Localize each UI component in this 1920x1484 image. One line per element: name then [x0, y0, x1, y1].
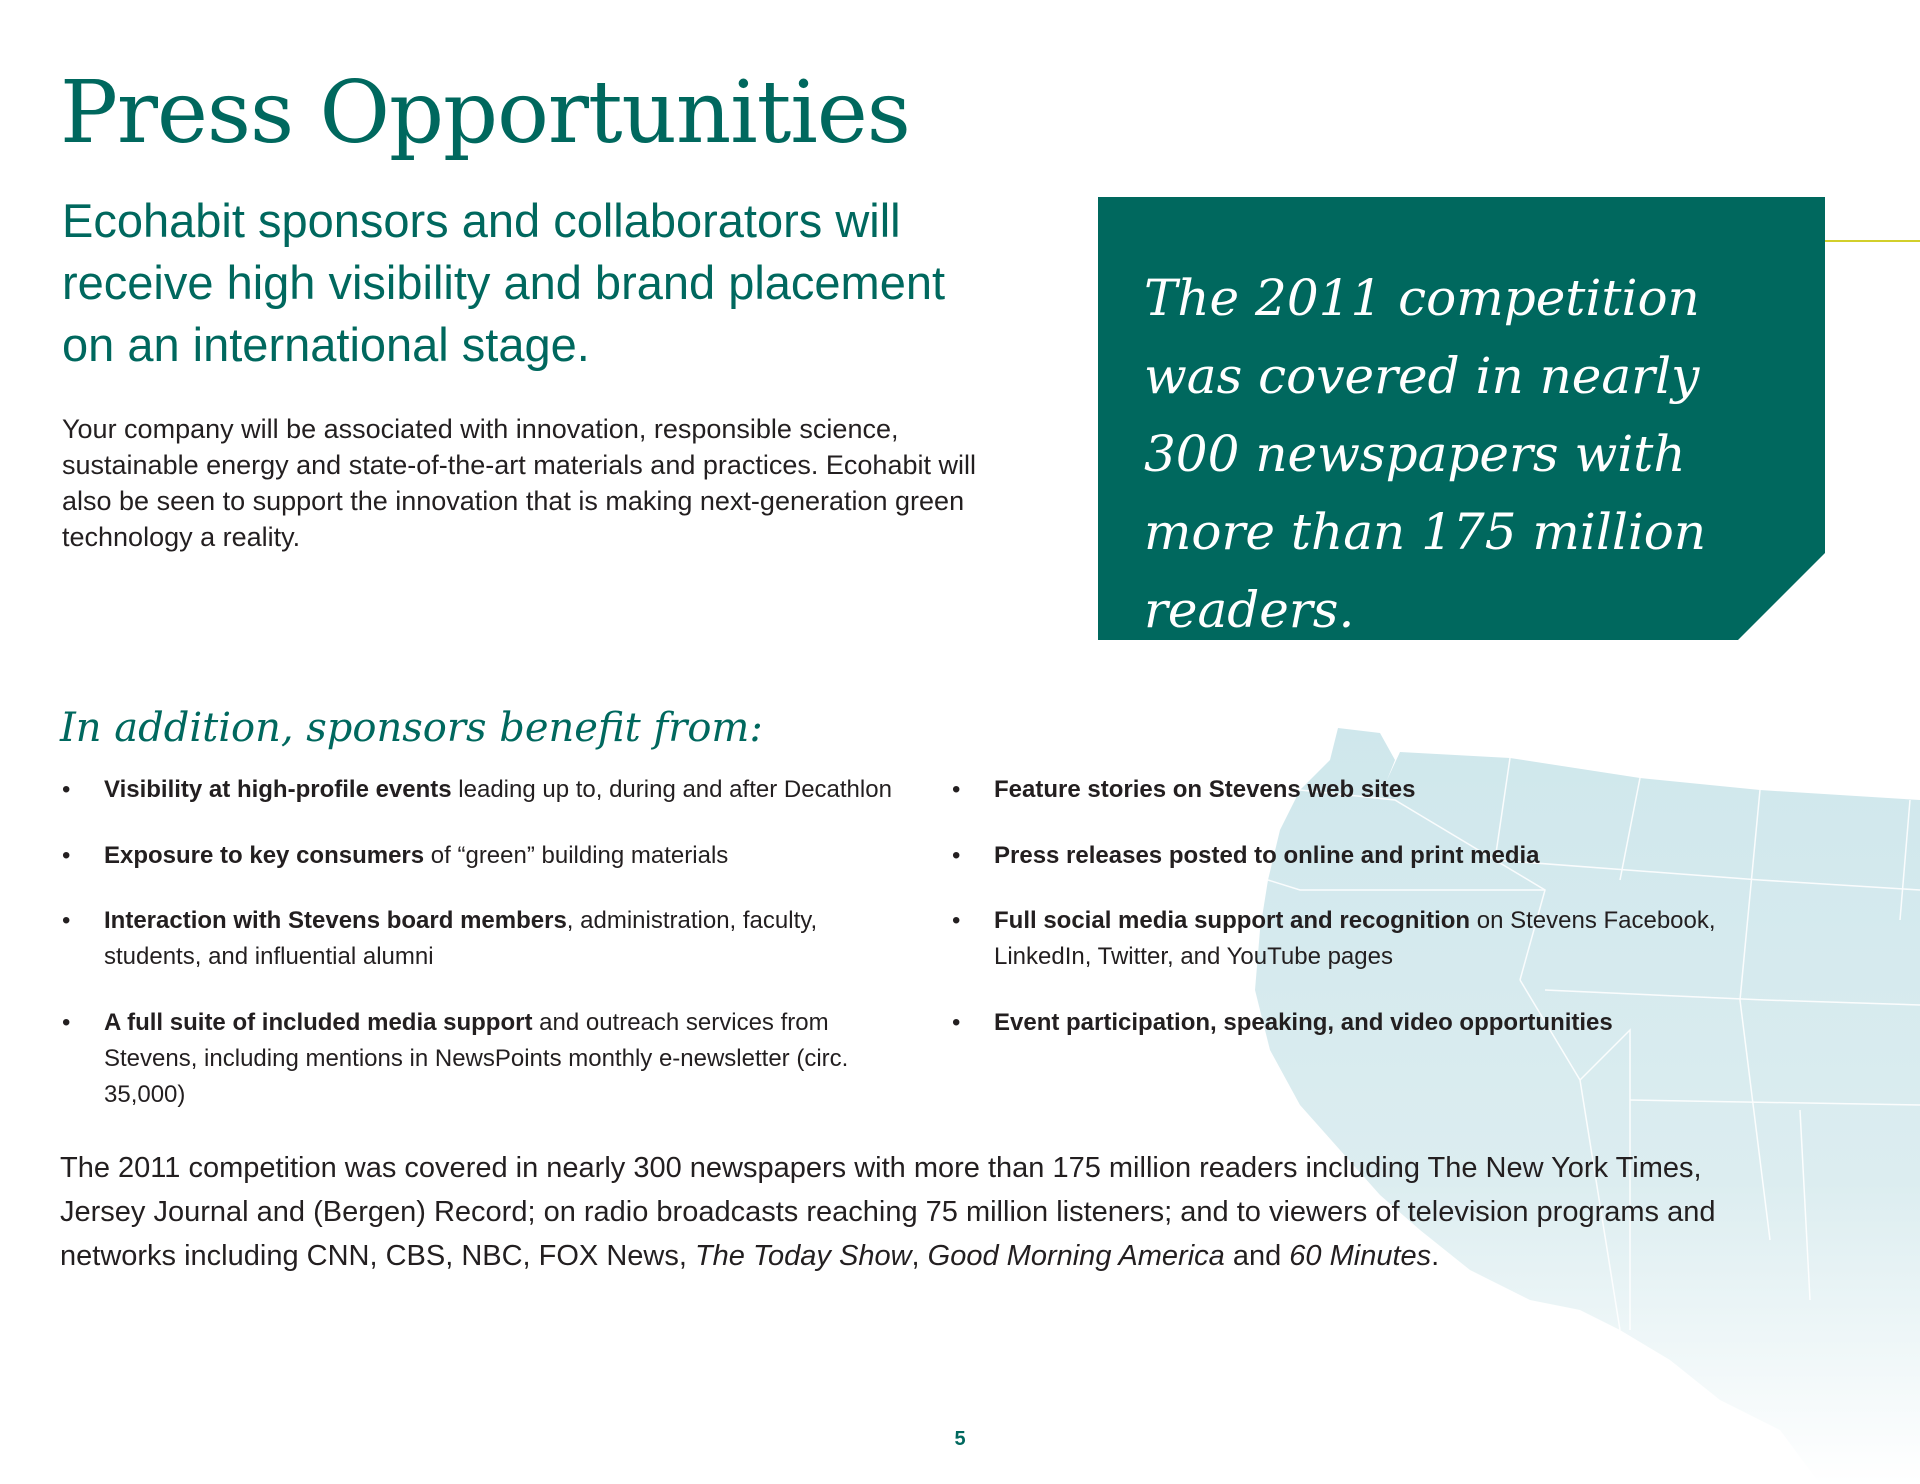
list-item-text: , administration, faculty, students, and influential alumni: [104, 907, 818, 970]
list-item-text: leading up to, during and after Decathlon: [451, 776, 892, 803]
show-title: 60 Minutes: [1289, 1240, 1432, 1272]
bullet-icon: •: [952, 1009, 961, 1036]
list-item-bold: Full social media support and recognition: [994, 907, 1471, 934]
callout-quote: The 2011 competition was covered in nearly 300 newspapers with more than 175 million readers.: [1144, 269, 1707, 639]
bullet-icon: •: [952, 842, 961, 869]
show-title: Good Morning America: [927, 1240, 1225, 1272]
separator: .: [1431, 1240, 1440, 1272]
separator: ,: [911, 1240, 928, 1272]
bullet-icon: •: [952, 907, 961, 934]
benefits-heading: In addition, sponsors benefit from:: [60, 705, 763, 751]
list-item: [60, 772, 960, 808]
show-title: The Today Show: [694, 1240, 912, 1272]
list-item-bold: Visibility at high-profile events: [104, 776, 452, 803]
list-item-bold: Press releases posted to online and print media: [994, 842, 1540, 869]
list-item-bold: Feature stories on Stevens web sites: [994, 776, 1416, 803]
list-item: [60, 903, 860, 975]
callout-box: [1098, 197, 1825, 640]
bullet-icon: •: [62, 842, 71, 869]
bullet-icon: •: [62, 907, 71, 934]
accent-line: [1825, 240, 1920, 242]
list-item-text: on Stevens Facebook, LinkedIn, Twitter, and YouTube pages: [994, 907, 1716, 970]
bullet-icon: •: [952, 776, 961, 803]
list-item: [950, 903, 1750, 975]
list-item: [60, 1005, 890, 1113]
list-item-bold: A full suite of included media support: [104, 1009, 533, 1036]
list-item-text: and outreach services from Stevens, including mentions in NewsPoints monthly e-newsletter (circ. 35,000): [104, 1009, 849, 1108]
separator: and: [1224, 1240, 1290, 1272]
list-item-bold: Event participation, speaking, and video opportunities: [994, 1009, 1613, 1036]
bullet-icon: •: [62, 1009, 71, 1036]
list-item: [950, 1005, 1810, 1041]
list-item: [950, 772, 1810, 808]
intro-paragraph: Your company will be associated with innovation, responsible science, sustainable energy and state-of-the-art materials and practices. Ecohabit will also be seen to support the innovation that is making next-generation green technology a reality.: [62, 414, 976, 552]
list-item: [950, 838, 1810, 874]
page-number: 5: [954, 1428, 966, 1450]
page-subtitle: Ecohabit sponsors and collaborators will receive high visibility and brand placement on an international stage.: [62, 194, 946, 371]
list-item: [60, 838, 960, 874]
coverage-paragraph: [60, 1146, 1760, 1278]
coverage-text: The 2011 competition was covered in nearly 300 newspapers with more than 175 million readers including The New York Times, Jersey Journal and (Bergen) Record; on radio broadcasts reaching 75 million listeners; and to viewers of television programs and networks including CNN, CBS, NBC, FOX News,: [60, 1152, 1716, 1272]
bullet-icon: •: [62, 776, 71, 803]
page-title: Press Opportunities: [60, 63, 910, 163]
list-item-text: of “green” building materials: [424, 842, 729, 869]
list-item-bold: Exposure to key consumers: [104, 842, 425, 869]
list-item-bold: Interaction with Stevens board members: [104, 907, 567, 934]
